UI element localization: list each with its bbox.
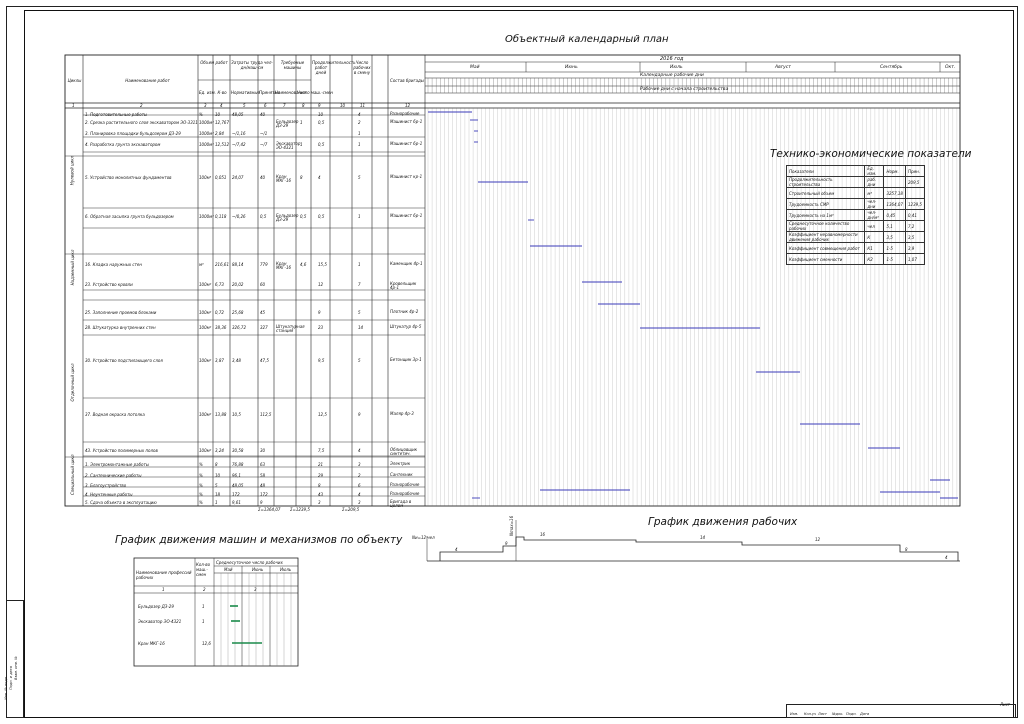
row-qty: 216,61 (215, 262, 229, 267)
tep-cell: Трудоемкость СМР (787, 199, 865, 210)
row-unit: % (199, 483, 203, 488)
row-duration: 12,5 (318, 412, 327, 417)
row-name: 28. Штукатурка внутренних стен (85, 325, 156, 330)
row-norm: 96,1 (232, 473, 241, 478)
row-crew: Бетонщик 3р-1 (390, 357, 422, 362)
row-name: 37. Водная окраска потолка (85, 412, 145, 417)
tep-cell: 0,45 (884, 210, 906, 221)
column-number: 7 (283, 103, 286, 108)
row-crew: Сантехник (390, 472, 413, 477)
machines-col-number: 1 (162, 587, 165, 592)
row-unit: 100м² (199, 282, 212, 287)
row-name: 1. Подготовительные работы (85, 112, 148, 117)
row-machine-shifts: 0,5 (300, 214, 307, 219)
row-crew: Разнорабочие (390, 491, 420, 496)
row-crew: Разнорабочие (390, 482, 420, 487)
header-duration: Продолжительность работ дней (312, 60, 356, 75)
tep-cell: 5,1 (884, 221, 906, 232)
machine-row-name: Кран МКГ-16 (138, 641, 165, 646)
row-duration: 4 (318, 175, 321, 180)
row-name: 1. Электромонтажные работы (85, 462, 149, 467)
tep-cell: Трудоемкость на 1м³ (787, 210, 865, 221)
row-duration: 15,5 (318, 262, 327, 267)
tep-cell: К1 (865, 243, 884, 254)
row-unit: 1000м² (199, 120, 214, 125)
row-norm: 25,68 (232, 310, 244, 315)
workers-max-label: Nmax=16 (509, 515, 514, 536)
tep-cell: 1-5 (884, 254, 906, 265)
row-norm: 172 (232, 492, 240, 497)
row-workers: 9 (358, 412, 361, 417)
row-crew: Маляр 4р-3 (390, 411, 414, 416)
row-crew: Плотник 4р-2 (390, 309, 419, 314)
column-number: 10 (340, 103, 346, 108)
row-crew: Электрик (390, 461, 411, 466)
row-norm: ~/1,16 (232, 131, 246, 136)
row-duration: 9 (318, 310, 321, 315)
month-label: Май (470, 65, 480, 70)
row-acc: 45 (260, 310, 266, 315)
tep-cell: К (865, 232, 884, 243)
row-name: 3. Благоустройство (85, 483, 127, 488)
stamp-label: Кол.уч (804, 712, 817, 716)
workers-y-label: Nи=12 чел (412, 535, 435, 540)
row-acc: 30 (260, 448, 266, 453)
cycle-label: Надземный цикл (69, 249, 75, 286)
tep-cell: чел-дни (865, 199, 884, 210)
row-machine-shifts: 8 (300, 175, 303, 180)
row-duration: 8 (318, 483, 321, 488)
row-duration: 12 (318, 282, 324, 287)
column-number: 4 (220, 103, 223, 108)
row-qty: 10 (215, 473, 221, 478)
row-unit: 100м² (199, 448, 212, 453)
row-machine: Бульдозер ДЗ-29 (276, 213, 299, 222)
header-normative: Нормативные (231, 90, 260, 95)
worker-level-label: 9 (505, 541, 508, 546)
side-stamp-label: Взам. инв. № (14, 656, 18, 680)
tep-header-norm: Норм. (884, 166, 906, 177)
machines-col-number: 2 (203, 587, 206, 592)
tep-cell: 1239,5 (905, 199, 924, 210)
column-number: 1 (72, 103, 75, 108)
row-unit: 1000м³ (199, 142, 214, 147)
machines-col-shifts: Кол-во маш.-смен (196, 562, 211, 577)
tep-cell: 3257,18 (884, 188, 906, 199)
header-qty: К-во (217, 90, 227, 95)
tep-cell: 0,41 (905, 210, 924, 221)
row-acc: 172 (260, 492, 268, 497)
row-qty: 8 (215, 462, 218, 467)
worker-level-label: 14 (700, 535, 706, 540)
row-name: 6. Обратная засыпка грунта бульдозером (85, 214, 174, 219)
cycle-label: Отделочный цикл (69, 363, 75, 402)
row-workers: 5 (358, 310, 361, 315)
column-number: 11 (360, 103, 366, 108)
row-unit: 100м² (199, 325, 212, 330)
column-number: 12 (405, 103, 411, 108)
worker-level-label: 16 (540, 532, 546, 537)
row-qty: 1 (215, 500, 218, 505)
row-crew: Штукатур 4р-5 (390, 324, 422, 329)
machine-row-name: Бульдозер ДЗ-29 (138, 604, 174, 609)
month-label: Июль (670, 65, 683, 70)
row-unit: % (199, 500, 203, 505)
row-name: 30. Устройство подстилающего слоя (85, 358, 163, 363)
row-norm: 3,48 (232, 358, 241, 363)
row-machine-shifts: 1 (300, 142, 303, 147)
row-acc: 112,5 (260, 412, 272, 417)
row-norm: 48,05 (232, 483, 244, 488)
row-acc: 40 (260, 175, 266, 180)
tep-cell: 1-5 (884, 243, 906, 254)
tep-title: Технико-экономические показатели (770, 148, 972, 160)
row-norm: 48,05 (232, 112, 244, 117)
row-crew: Машинист 6р-1 (390, 119, 423, 124)
tep-cell: 209,5 (905, 177, 924, 188)
row-norm: 76,88 (232, 462, 244, 467)
row-machine-shifts: 1 (300, 120, 303, 125)
header-labor: Затраты труда чел-дн/маш-см (231, 60, 273, 70)
row-name: 2. Срезка растительного слоя экскаватором ЭО-3311 (85, 120, 198, 125)
row-unit: 100м² (199, 412, 212, 417)
calendar-plan-title: Объектный календарный план (505, 34, 669, 45)
tep-cell: м³ (865, 188, 884, 199)
row-workers: 4 (358, 112, 361, 117)
row-machine: Бульдозер ДЗ-29 (276, 119, 299, 128)
row-name: 3. Планировка площадки бульдозером ДЗ-29 (85, 131, 181, 136)
worker-level-label: 4 (455, 547, 458, 552)
row-unit: % (199, 112, 203, 117)
header-working-days: Рабочие дни с начала строительства (640, 87, 729, 92)
row-qty: 2,84 (215, 131, 224, 136)
row-machine-shifts: 4,6 (300, 262, 307, 267)
header-workers-per-shift: Число рабочих в смену (353, 60, 371, 75)
row-qty: 18 (215, 492, 221, 497)
machines-month: Май (224, 567, 233, 572)
row-acc: ~/1 (260, 131, 268, 136)
row-duration: 7,5 (318, 448, 325, 453)
row-crew: Машинист 6р-1 (390, 141, 423, 146)
row-qty: 38,36 (215, 325, 227, 330)
row-crew: Бригада в целом (390, 499, 412, 508)
row-crew: Разнорабочие (390, 111, 420, 116)
workers-chart-title: График движения рабочих (648, 516, 798, 528)
row-acc: 47,5 (260, 358, 269, 363)
machine-row-count: 1 (202, 604, 205, 609)
row-workers: 14 (358, 325, 364, 330)
tep-cell: 3,5 (884, 232, 906, 243)
worker-level-label: 12 (815, 537, 821, 542)
row-unit: % (199, 492, 203, 497)
tep-cell: 7,2 (905, 221, 924, 232)
tep-cell: 3,9 (905, 243, 924, 254)
header-machines: Требуемые машины (280, 60, 305, 70)
row-acc: 779 (260, 262, 268, 267)
tep-cell: Коэффициент неравномерности движения рабочих (787, 232, 865, 243)
stamp-label: Подп. (846, 712, 857, 716)
row-machine: Штукатурная станция (276, 324, 305, 333)
row-unit: 1000м² (199, 131, 214, 136)
machines-month: Июль (280, 567, 292, 572)
row-norm: 10,5 (232, 412, 241, 417)
row-duration: 0,5 (318, 214, 325, 219)
row-duration: 9,5 (318, 358, 325, 363)
row-workers: 3 (358, 500, 361, 505)
row-qty: 12,512 (215, 142, 229, 147)
row-qty: 3,24 (215, 448, 224, 453)
tep-cell: раб. дни (865, 177, 884, 188)
machine-row-count: 1 (202, 619, 205, 624)
row-qty: 10 (215, 112, 221, 117)
row-qty: 0,118 (215, 214, 227, 219)
tep-cell: чел (865, 221, 884, 232)
row-name: 2. Сантехнические работы (85, 473, 142, 478)
row-acc: 63 (260, 462, 266, 467)
row-crew: Каменщик 4р-1 (390, 261, 423, 266)
row-norm: 24,07 (232, 175, 244, 180)
row-acc: 0,5 (260, 214, 267, 219)
row-workers: 2 (358, 120, 361, 125)
row-qty: 13,88 (215, 412, 227, 417)
row-workers: 7 (358, 282, 361, 287)
column-number: 8 (302, 103, 305, 108)
tep-cell: 1364,07 (884, 199, 906, 210)
header-calendar-days: Календарные рабочие дни (640, 73, 704, 78)
row-norm: 20,02 (232, 282, 244, 287)
header-machine-count: Число маш.-смен (297, 90, 333, 95)
header-volume: Объем работ (200, 60, 228, 65)
row-unit: м³ (199, 262, 204, 267)
row-name: 4. Разработка грунта экскаватором (85, 142, 161, 147)
tep-cell: 3,5 (905, 232, 924, 243)
row-norm: 326,72 (232, 325, 246, 330)
worker-level-label: 8 (905, 547, 908, 552)
row-qty: 0,72 (215, 310, 224, 315)
side-stamp-label: Подп. и дата (9, 666, 13, 690)
total-normative: Σ=1364,07 (258, 507, 281, 512)
tep-cell: Продолжительность строительства (787, 177, 865, 188)
row-duration: 0,5 (318, 120, 325, 125)
column-number: 9 (318, 103, 321, 108)
row-unit: 100м³ (199, 175, 212, 180)
row-crew: Машинист 6р-1 (390, 213, 423, 218)
stamp-label: Лист (818, 712, 827, 716)
row-machine: Кран МКГ-16 (276, 174, 292, 183)
row-qty: 3,87 (215, 358, 224, 363)
machines-col-number: 3 (254, 587, 257, 592)
row-workers: 1 (358, 214, 361, 219)
total-duration: Σ=209,5 (342, 507, 360, 512)
row-workers: 5 (358, 175, 361, 180)
row-workers: 5 (358, 358, 361, 363)
row-duration: 0,5 (318, 142, 325, 147)
row-name: 25. Заполнение проемов блоками (85, 310, 157, 315)
row-acc: 40 (260, 112, 266, 117)
row-norm: ~/0,26 (232, 214, 246, 219)
tep-cell: К2 (865, 254, 884, 265)
row-qty: 0,051 (215, 175, 227, 180)
row-name: 16. Кладка наружных стен (85, 262, 142, 267)
stamp-label: Изм. (790, 712, 799, 716)
row-qty: 5 (215, 483, 218, 488)
month-label: Июнь (565, 65, 578, 70)
side-stamp-label: Инв. № подл. (4, 675, 8, 700)
machines-month: Июнь (252, 567, 264, 572)
row-acc: 48 (260, 483, 266, 488)
row-name: 43. Устройство полимерных полов (85, 448, 158, 453)
machines-col-name: Наименование профессий рабочих (136, 570, 192, 580)
machines-col-avg: Среднесуточное число рабочих (216, 560, 283, 565)
header-accepted: Принятые (259, 90, 281, 95)
month-label: Сентябрь (880, 65, 903, 70)
row-unit: 100м² (199, 310, 212, 315)
month-label: Август (775, 65, 791, 70)
column-number: 6 (264, 103, 267, 108)
row-name: 5. Устройство монолитных фундаментов (85, 175, 172, 180)
row-unit: 100м² (199, 358, 212, 363)
stamp-label: №док. (832, 712, 844, 716)
row-duration: 43 (318, 492, 324, 497)
column-number: 5 (243, 103, 246, 108)
tep-header-name: Показатели (787, 166, 865, 177)
row-crew: Кровельщик 4р-1 (390, 281, 417, 290)
row-unit: % (199, 473, 203, 478)
row-duration: 23 (318, 325, 324, 330)
header-machine-name: Наименование (275, 90, 307, 95)
tep-cell: 1,07 (905, 254, 924, 265)
row-unit: 1000м³ (199, 214, 214, 219)
row-crew: Облицовщик синтетич. (390, 447, 418, 456)
tep-cell: Среднесуточное количество рабочих (787, 221, 865, 232)
header-unit: Ед. изм. (199, 90, 216, 95)
row-norm: ~/7,42 (232, 142, 246, 147)
header-cycles: Циклы (67, 78, 82, 83)
tep-cell: Строительный объем (787, 188, 865, 199)
row-duration: 3 (318, 500, 321, 505)
column-number: 3 (204, 103, 207, 108)
tep-header-acc: Прин. (905, 166, 924, 177)
row-acc: 327 (260, 325, 268, 330)
row-crew: Машинист кр-1 (390, 174, 423, 179)
row-name: 5. Сдача объекта в эксплуатацию (85, 500, 157, 505)
header-work-names: Наименование работ (125, 78, 170, 83)
stamp-label: Дата (860, 712, 870, 716)
row-norm: 30,58 (232, 448, 244, 453)
row-name: 23. Устройство кровли (85, 282, 133, 287)
row-name: 4. Неучтенные работы (85, 492, 133, 497)
row-duration: 21 (318, 462, 324, 467)
row-machine: Кран МКГ-16 (276, 261, 292, 270)
row-workers: 6 (358, 483, 361, 488)
row-workers: 1 (358, 131, 361, 136)
row-norm: 88,14 (232, 262, 244, 267)
tep-cell: Коэффициент сменности (787, 254, 865, 265)
worker-level-label: 4 (945, 555, 948, 560)
row-workers: 4 (358, 448, 361, 453)
row-acc: ~/7 (260, 142, 268, 147)
row-workers: 1 (358, 142, 361, 147)
tep-header-unit: Ед. изм. (865, 166, 884, 177)
header-year: 2016 год (660, 56, 684, 62)
total-accepted: Σ=1239,5 (290, 507, 310, 512)
row-acc: 9 (260, 500, 263, 505)
tep-cell: чел-дн/м³ (865, 210, 884, 221)
row-workers: 1 (358, 262, 361, 267)
row-qty: 12,767 (215, 120, 229, 125)
row-norm: 9,61 (232, 500, 241, 505)
machine-row-name: Экскаватор ЭО-4321 (138, 619, 182, 624)
stamp-sheet-label: Лист (1000, 702, 1011, 707)
row-workers: 4 (358, 492, 361, 497)
cycle-label: Специальный цикл (69, 454, 75, 495)
column-number: 2 (140, 103, 143, 108)
row-workers: 2 (358, 473, 361, 478)
row-duration: 29 (318, 473, 324, 478)
row-qty: 6,73 (215, 282, 224, 287)
row-machine: Экскаватор ЭО-4321 (276, 141, 301, 150)
row-duration: 10 (318, 112, 324, 117)
row-acc: 60 (260, 282, 266, 287)
tep-cell: Коэффициент совмещения работ (787, 243, 865, 254)
month-label: Окт. (945, 65, 956, 70)
cycle-label: Нулевой цикл (69, 155, 75, 186)
machines-chart-title: График движения машин и механизмов по объекту (115, 534, 403, 546)
row-unit: % (199, 462, 203, 467)
machine-row-count: 12,6 (202, 641, 211, 646)
row-workers: 3 (358, 462, 361, 467)
header-crew: Состав бригады (390, 78, 424, 83)
row-acc: 58 (260, 473, 266, 478)
